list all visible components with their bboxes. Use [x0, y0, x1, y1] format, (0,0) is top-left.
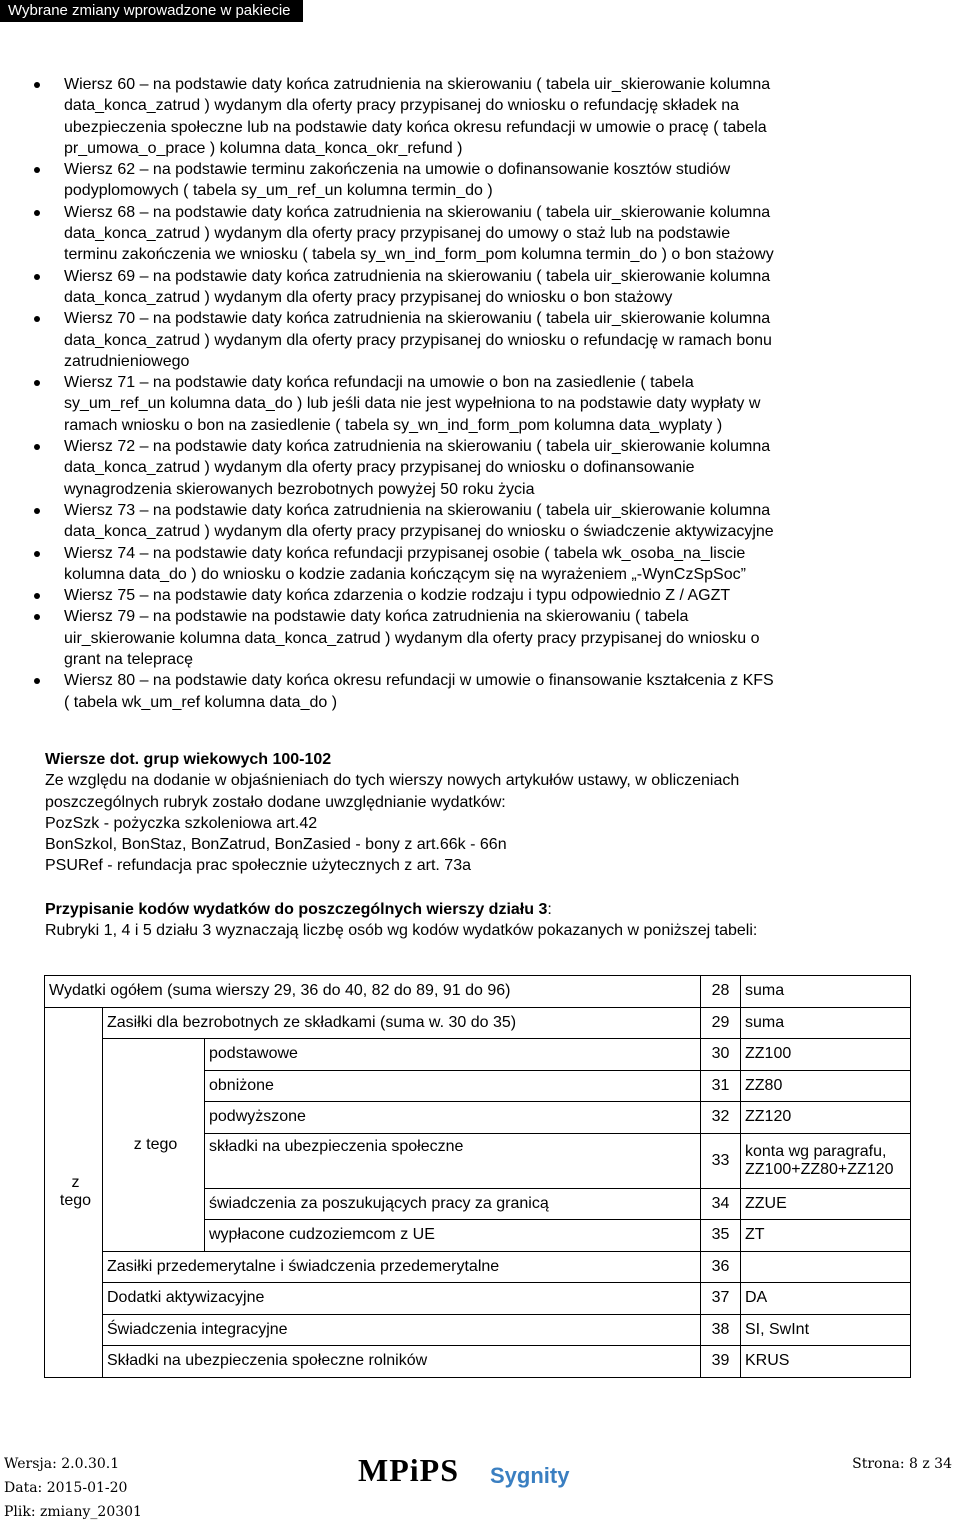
bullet-item: [32, 543, 912, 586]
outer-group-label: [45, 1007, 103, 1377]
table-cell-value: suma: [741, 1007, 911, 1039]
table-cell-value: DA: [741, 1283, 911, 1315]
bullet-line: ramach wniosku o bon na zasiedlenie ( tabela sy_wn_ind_form_pom kolumna data_wyplaty ): [64, 416, 723, 434]
bullet-line: ubezpieczenia społeczne lub na podstawie daty końca okresu refundacji w umowie o pracę ( tabela: [64, 118, 767, 136]
inner-group-label: z tego: [103, 1039, 205, 1252]
table-cell-value: [741, 1251, 911, 1283]
bullet-line: Wiersz 72 – na podstawie daty końca zatrudnienia na skierowaniu ( tabela uir_skierowanie kolumna: [64, 438, 771, 456]
table-row: [45, 1346, 911, 1378]
bullet-line: Wiersz 80 – na podstawie daty końca okresu refundacji w umowie o finansowanie kształcenia z KFS: [64, 672, 774, 690]
table-cell-label: Zasiłki przedemerytalne i świadczenia przedemerytalne: [103, 1251, 701, 1283]
table-cell-code: 30: [701, 1039, 741, 1071]
bullet-line: kolumna data_do ) do wniosku o kodzie zadania kończącym się na wyrażeniem „-WynCzSpSoc”: [64, 565, 746, 583]
age-groups-section: [45, 749, 925, 877]
table-cell-label: podwyższone: [205, 1102, 701, 1134]
age-groups-line: poszczególnych rubryk zostało dodane uwzględnianie wydatków:: [45, 793, 506, 811]
bullet-dot-icon: [34, 444, 40, 450]
table-cell-code: 39: [701, 1346, 741, 1378]
bullet-line: pr_umowa_o_prace ) kolumna data_konca_okr_refund ): [64, 139, 463, 157]
bullet-line: data_konca_zatrud ) wydanym dla oferty pracy przypisanej do wniosku o świadczenie aktywizacyjne: [64, 523, 774, 541]
bullet-dot-icon: [34, 316, 40, 322]
table-row: [45, 976, 911, 1008]
bullet-line: wynagrodzenia skierowanych bezrobotnych powyżej 50 roku życia: [64, 480, 535, 498]
bullet-list: [32, 74, 912, 713]
bullet-line: zatrudnieniowego: [64, 352, 190, 370]
bullet-dot-icon: [34, 82, 40, 88]
mpips-logo: MPiPS: [358, 1452, 459, 1488]
age-groups-line: Ze względu na dodanie w objaśnieniach do tych wierszy nowych artykułów ustawy, w obliczeniach: [45, 772, 740, 790]
table-cell-code: 31: [701, 1070, 741, 1102]
age-groups-line: PSURef - refundacja prac społecznie użytecznych z art. 73a: [45, 857, 471, 875]
table-cell-code: 32: [701, 1102, 741, 1134]
bullet-dot-icon: [34, 614, 40, 620]
bullet-line: Wiersz 70 – na podstawie daty końca zatrudnienia na skierowaniu ( tabela uir_skierowanie kolumna: [64, 310, 771, 328]
table-row: [45, 1314, 911, 1346]
bullet-line: grant na telepracę: [64, 651, 193, 669]
bullet-line: ( tabela wk_um_ref kolumna data_do ): [64, 693, 338, 711]
bullet-item: [32, 670, 912, 713]
table-cell-value: KRUS: [741, 1346, 911, 1378]
bullet-dot-icon: [34, 593, 40, 599]
bullet-line: Wiersz 71 – na podstawie daty końca refundacji na umowie o bon na zasiedlenie ( tabela: [64, 374, 694, 392]
age-groups-line: PozSzk - pożyczka szkoleniowa art.42: [45, 814, 318, 832]
bullet-dot-icon: [34, 508, 40, 514]
bullet-line: Wiersz 60 – na podstawie daty końca zatrudnienia na skierowaniu ( tabela uir_skierowanie kolumna: [64, 76, 771, 93]
bullet-line: data_konca_zatrud ) wydanym dla oferty pracy przypisanej do wniosku o bon stażowy: [64, 288, 673, 306]
bullet-line: uir_skierowanie kolumna data_konca_zatrud ) wydanym dla oferty pracy przypisanej do wniosku o: [64, 629, 760, 647]
table-cell-label: składki na ubezpieczenia społeczne: [205, 1133, 701, 1188]
footer-file: Plik: zmiany_20301: [4, 1504, 142, 1520]
bullet-line: Wiersz 62 – na podstawie terminu zakończenia na umowie o dofinansowanie kosztów studiów: [64, 161, 731, 179]
table-cell-value-multi: [741, 1133, 911, 1188]
table-cell-label: świadczenia za poszukujących pracy za granicą: [205, 1188, 701, 1220]
table-cell-value: konta wg paragrafu,: [745, 1142, 887, 1160]
codes-heading-line: [45, 899, 925, 920]
header-title: Wybrane zmiany wprowadzone w pakiecie: [8, 2, 291, 19]
bullet-line: data_konca_zatrud ) wydanym dla oferty pracy przypisanej do umowy o staż lub na podstawie: [64, 225, 731, 243]
expense-codes-table: [44, 975, 911, 1378]
table-cell-value: ZZUE: [741, 1188, 911, 1220]
table-cell-code: 28: [701, 976, 741, 1008]
table-cell-value: ZZ100: [741, 1039, 911, 1071]
bullet-dot-icon: [34, 210, 40, 216]
bullet-item: [32, 436, 912, 500]
table-cell-label: wypłacone cudzoziemcom z UE: [205, 1220, 701, 1252]
bullet-item: [32, 266, 912, 309]
bullet-item: [32, 74, 912, 159]
table-cell-code: 38: [701, 1314, 741, 1346]
bullet-line: podyplomowych ( tabela sy_um_ref_un kolumna termin_do ): [64, 182, 493, 200]
table-cell-value: ZT: [741, 1220, 911, 1252]
footer-date: Data: 2015-01-20: [4, 1480, 128, 1496]
bullet-line: Wiersz 73 – na podstawie daty końca zatrudnienia na skierowaniu ( tabela uir_skierowanie kolumna: [64, 501, 771, 519]
bullet-item: [32, 585, 912, 606]
bullet-line: Wiersz 69 – na podstawie daty końca zatrudnienia na skierowaniu ( tabela uir_skierowanie kolumna: [64, 267, 771, 285]
bullet-item: [32, 500, 912, 543]
table-row: [45, 1283, 911, 1315]
bullet-line: data_konca_zatrud ) wydanym dla oferty pracy przypisanej do wniosku o refundację składek na: [64, 97, 740, 115]
bullet-item: [32, 202, 912, 266]
bullet-dot-icon: [34, 551, 40, 557]
footer-version: Wersja: 2.0.30.1: [4, 1456, 120, 1472]
table-cell-code: 34: [701, 1188, 741, 1220]
bullet-item: [32, 308, 912, 372]
table-cell-value-2: ZZ100+ZZ80+ZZ120: [745, 1160, 894, 1178]
table-cell-label: Składki na ubezpieczenia społeczne rolników: [103, 1346, 701, 1378]
table-row: [45, 1251, 911, 1283]
bullet-line: Wiersz 68 – na podstawie daty końca zatrudnienia na skierowaniu ( tabela uir_skierowanie kolumna: [64, 203, 771, 221]
page-footer: [0, 1452, 960, 1524]
bullet-item: [32, 372, 912, 436]
table-cell-code: 33: [701, 1133, 741, 1188]
bullet-dot-icon: [34, 167, 40, 173]
table-cell-label: Świadczenia integracyjne: [103, 1314, 701, 1346]
footer-page-number: Strona: 8 z 34: [852, 1456, 952, 1472]
table-cell-code: 37: [701, 1283, 741, 1315]
table-cell-label: obniżone: [205, 1070, 701, 1102]
header-title-bar: [0, 0, 303, 22]
table-cell-value: ZZ80: [741, 1070, 911, 1102]
codes-section: [45, 899, 925, 942]
bullet-dot-icon: [34, 274, 40, 280]
bullet-line: terminu zakończenia we wniosku ( tabela sy_wn_ind_form_pom kolumna termin_do ) o bon stażowy: [64, 246, 774, 264]
table-cell-label: Wydatki ogółem (suma wierszy 29, 36 do 40, 82 do 89, 91 do 96): [45, 976, 701, 1008]
age-groups-line: BonSzkol, BonStaz, BonZatrud, BonZasied - bony z art.66k - 66n: [45, 836, 507, 854]
codes-heading: Przypisanie kodów wydatków do poszczególnych wierszy działu 3: [45, 901, 548, 918]
table-cell-value: SI, SwInt: [741, 1314, 911, 1346]
bullet-line: data_konca_zatrud ) wydanym dla oferty pracy przypisanej do wniosku o refundację w ramach bonu: [64, 331, 772, 349]
table-cell-code: 36: [701, 1251, 741, 1283]
table-cell-value: ZZ120: [741, 1102, 911, 1134]
bullet-line: data_konca_zatrud ) wydanym dla oferty pracy przypisanej do wniosku o dofinansowanie: [64, 459, 695, 477]
table-row: [45, 1039, 911, 1071]
table-cell-code: 35: [701, 1220, 741, 1252]
footer-meta: [4, 1452, 142, 1524]
bullet-line: sy_um_ref_un kolumna data_do ) lub jeśli data nie jest wypełniona to na podstawie daty wypłaty w: [64, 395, 761, 413]
codes-heading-suffix: :: [547, 901, 552, 918]
bullet-dot-icon: [34, 678, 40, 684]
codes-description: Rubryki 1, 4 i 5 działu 3 wyznaczają liczbę osób wg kodów wydatków pokazanych w poniższej tabeli:: [45, 922, 758, 940]
table-cell-value: suma: [741, 976, 911, 1008]
bullet-item: [32, 606, 912, 670]
bullet-item: [32, 159, 912, 202]
bullet-line: Wiersz 75 – na podstawie daty końca zdarzenia o kodzie rodzaju i typu odpowiednio Z / AGZT: [64, 587, 731, 605]
bullet-dot-icon: [34, 380, 40, 386]
table-row: [45, 1007, 911, 1039]
outer-group-label-text: z tego: [59, 1174, 92, 1209]
bullet-line: Wiersz 79 – na podstawie na podstawie daty końca zatrudnienia na skierowaniu ( tabela: [64, 608, 689, 626]
table-cell-label: podstawowe: [205, 1039, 701, 1071]
table-cell-label: Dodatki aktywizacyjne: [103, 1283, 701, 1315]
table-cell-label: Zasiłki dla bezrobotnych ze składkami (suma w. 30 do 35): [103, 1007, 701, 1039]
sygnity-logo: Sygnity: [490, 1463, 570, 1488]
age-groups-heading: Wiersze dot. grup wiekowych 100-102: [45, 751, 332, 768]
table-cell-code: 29: [701, 1007, 741, 1039]
bullet-line: Wiersz 74 – na podstawie daty końca refundacji przypisanej osobie ( tabela wk_osoba_na_liscie: [64, 544, 746, 562]
